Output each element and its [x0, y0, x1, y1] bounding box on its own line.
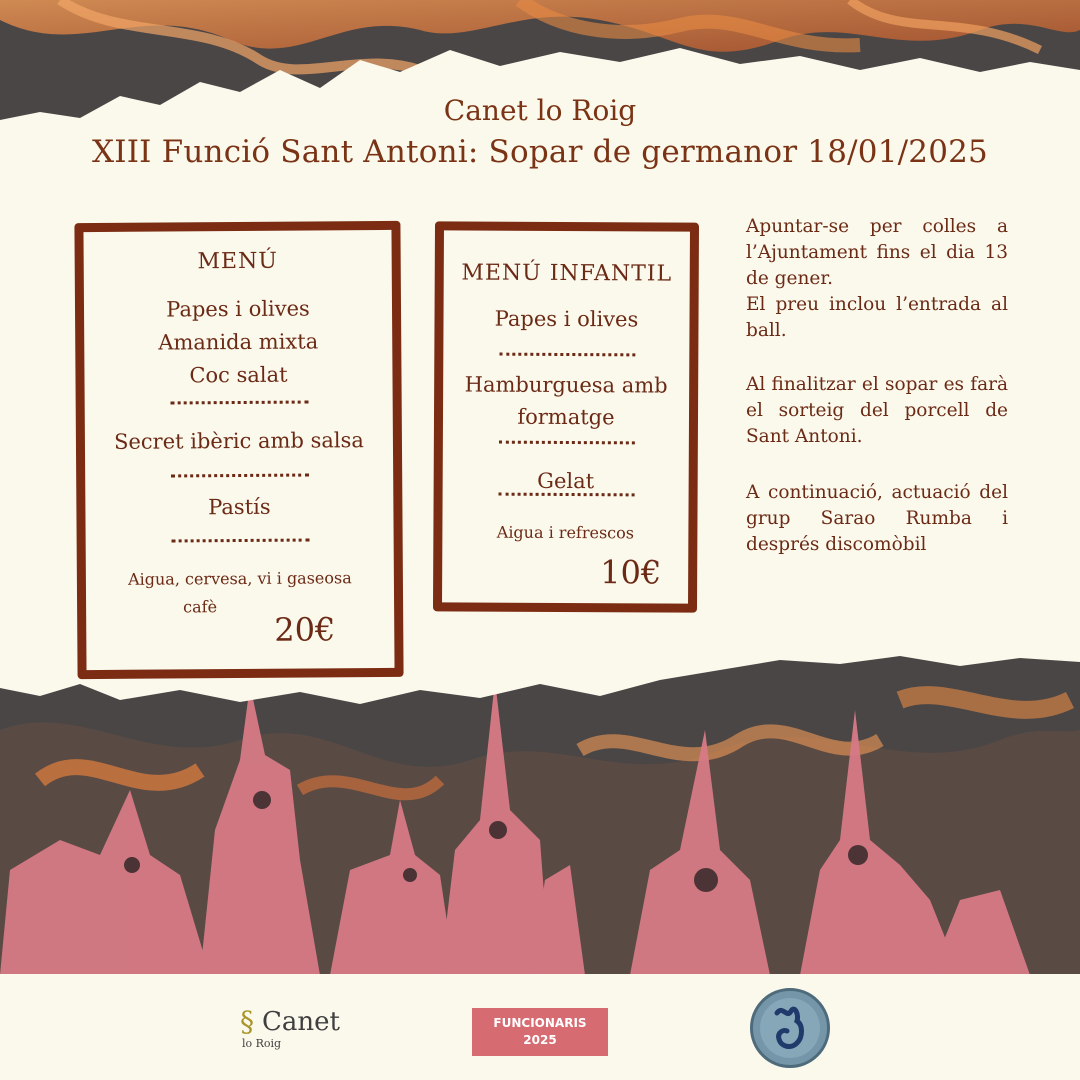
menu-heading: MENÚ [197, 248, 278, 275]
info-performance: A continuació, actuació del grup Sarao Rumba i després discomòbil [746, 482, 1008, 555]
canet-logo [240, 1005, 350, 1055]
funcionaris-badge [472, 1008, 608, 1056]
kids-menu-price: 10€ [600, 553, 662, 592]
kids-menu-drinks: Aigua i refrescos [496, 522, 635, 543]
town-title: Canet lo Roig [443, 94, 637, 127]
divider [499, 353, 635, 357]
badge-line-1: FUNCIONARIS [493, 1016, 587, 1030]
menu-dessert: Pastís [208, 494, 271, 520]
info-registration: Apuntar-se per colles a l’Ajuntament fins el dia 13 de gener. [746, 216, 1008, 289]
menu-card [74, 221, 403, 679]
menu-starter-1: Papes i olives [166, 296, 310, 322]
divider [171, 474, 309, 478]
info-raffle: Al finalitzar el sopar es farà el sorteig del porcell de Sant Antoni. [746, 374, 1008, 447]
canet-logo-mark-icon: § [240, 1005, 254, 1038]
kids-menu-starter: Papes i olives [494, 306, 639, 332]
divider [171, 401, 309, 405]
event-title: XIII Funció Sant Antoni: Sopar de germanor 18/01/2025 [92, 134, 988, 170]
menu-starter-3: Coc salat [189, 362, 288, 388]
kids-menu-heading: MENÚ INFANTIL [461, 260, 673, 287]
divider [499, 441, 635, 445]
kids-menu-dessert: Gelat [537, 468, 595, 494]
info-price-note: El preu inclou l’entrada al ball. [746, 294, 1008, 341]
kids-menu-card [433, 221, 699, 612]
devil-seal-icon [750, 988, 830, 1068]
canet-logo-subtext: lo Roig [242, 1037, 282, 1050]
menu-drinks: Aigua, cervesa, vi i gaseosa [127, 568, 352, 589]
menu-main: Secret ibèric amb salsa [113, 428, 364, 454]
badge-line-2: 2025 [523, 1033, 557, 1047]
canet-logo-text: Canet [262, 1007, 340, 1037]
divider [172, 539, 310, 543]
devil-figures-image [0, 640, 1080, 975]
menu-price: 20€ [274, 610, 336, 649]
kids-menu-main-2: formatge [517, 404, 615, 430]
menu-coffee: cafè [183, 597, 218, 617]
menu-starter-2: Amanida mixta [158, 329, 319, 355]
kids-menu-main-1: Hamburguesa amb [464, 372, 668, 398]
